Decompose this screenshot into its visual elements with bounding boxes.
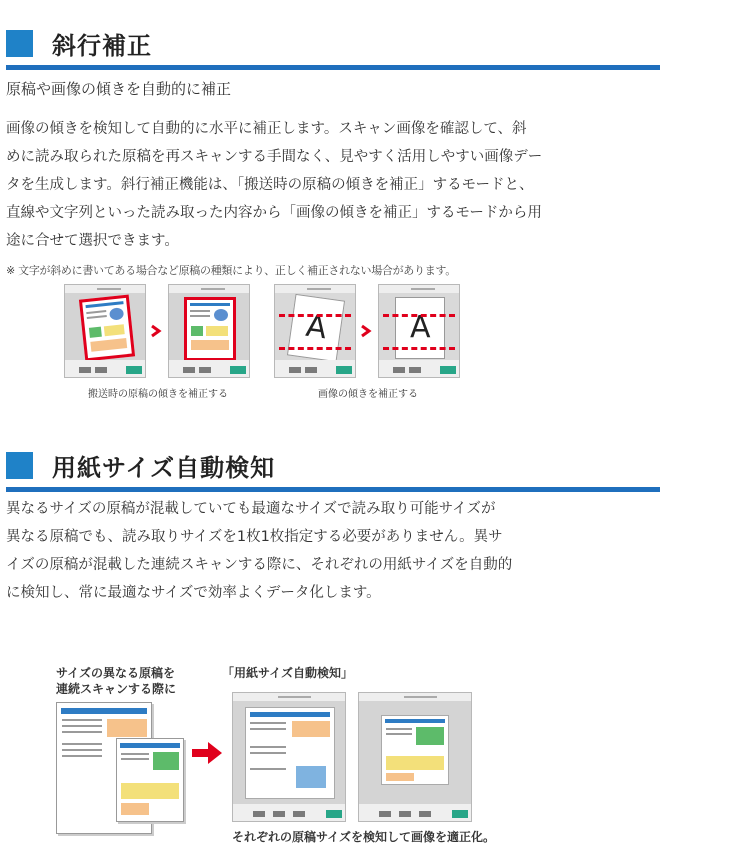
arrow-right-icon xyxy=(360,324,374,338)
heading-square-icon xyxy=(6,30,33,57)
paragraph-line: 直線や文字列といった読み取った内容から「画像の傾きを補正」するモードから用 xyxy=(6,205,542,221)
skew-correction-figure xyxy=(64,284,464,402)
section-paragraph xyxy=(6,115,551,255)
paragraph-line: イズの原稿が混載した連続スキャンする際に、それぞれの用紙サイズを自動的 xyxy=(6,557,513,573)
scanner-window-letter-before xyxy=(274,284,356,378)
heading-square-icon xyxy=(6,452,33,479)
heading-rule xyxy=(6,65,660,70)
arrow-right-icon xyxy=(150,324,164,338)
section-title: 斜行補正 xyxy=(52,32,152,60)
small-document xyxy=(116,738,184,822)
scanner-window-letter-after xyxy=(378,284,460,378)
scanner-window-before xyxy=(64,284,146,378)
dashed-guide xyxy=(279,314,351,317)
dashed-guide xyxy=(383,314,455,317)
figure-caption: 画像の傾きを補正する xyxy=(318,389,418,400)
letter-a: A xyxy=(303,308,329,347)
figure-label: 「用紙サイズ自動検知」 xyxy=(222,666,354,680)
detected-large-page xyxy=(245,707,335,799)
figure-caption: それぞれの原稿サイズを検知して画像を適正化。 xyxy=(232,830,496,844)
skewed-document xyxy=(79,295,135,362)
skewed-letter-page xyxy=(287,294,345,362)
paragraph-line: めに読み取られた原稿を再スキャンする手間なく、見やすく活用しやすい画像デー xyxy=(6,149,543,165)
section-subtitle: 原稿や画像の傾きを自動的に補正 xyxy=(6,80,232,98)
section-heading-skew xyxy=(0,24,660,70)
footnote: ※ 文字が斜めに書いてある場合など原稿の種類により、正しく補正されない場合があります。 xyxy=(6,264,456,277)
scanner-window-small-result xyxy=(358,692,472,822)
figure-label: サイズの異なる原稿を xyxy=(56,666,176,680)
scanner-window-large-result xyxy=(232,692,346,822)
heading-rule xyxy=(6,487,660,492)
paragraph-line: タを生成します。斜行補正機能は、「搬送時の原稿の傾きを補正」するモードと、 xyxy=(6,177,534,193)
section-paragraph xyxy=(6,495,551,607)
paper-size-detection-figure xyxy=(50,660,496,856)
figure-label: 連続スキャンする際に xyxy=(56,682,177,696)
paragraph-line: 画像の傾きを検知して自動的に水平に補正します。スキャン画像を確認して、斜 xyxy=(6,121,527,137)
dashed-guide xyxy=(279,347,351,350)
scanner-window-after xyxy=(168,284,250,378)
paragraph-line: 異なる原稿でも、読み取りサイズを1枚1枚指定する必要がありません。異サ xyxy=(6,529,503,545)
section-heading-paper-size xyxy=(0,446,660,492)
paragraph-line: 途に合せて選択できます。 xyxy=(6,233,179,249)
section-title: 用紙サイズ自動検知 xyxy=(52,454,276,482)
corrected-document xyxy=(184,297,236,361)
letter-a: A xyxy=(410,310,431,345)
arrow-right-icon xyxy=(192,742,222,764)
paragraph-line: に検知し、常に最適なサイズで効率よくデータ化します。 xyxy=(6,585,381,601)
detected-small-page xyxy=(381,715,449,785)
dashed-guide xyxy=(383,347,455,350)
figure-caption: 搬送時の原稿の傾きを補正する xyxy=(88,389,228,400)
paragraph-line: 異なるサイズの原稿が混載していても最適なサイズで読み取り可能サイズが xyxy=(6,501,496,517)
